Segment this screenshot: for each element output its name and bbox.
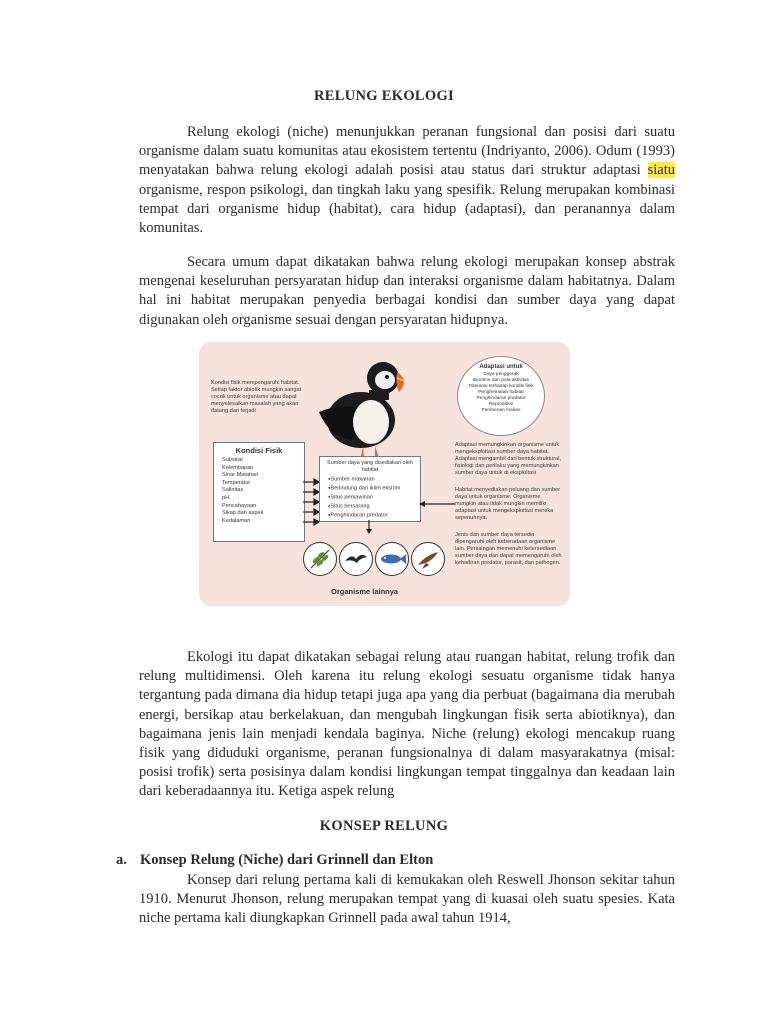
kondisi-item: pH xyxy=(222,494,230,501)
sumber-daya-list xyxy=(320,475,420,519)
sumber-item: ● Berlindung dari iklim ekstrim xyxy=(328,484,420,493)
kondisi-fisik-box xyxy=(213,442,305,542)
figure-note-habitat: Habitat menyediakan peluang dan sumber daya untuk organisme. Organisme mungkin atau tidak mungkin memiliki adaptasi untuk mengeksploitasi mereka sepenuhnya. xyxy=(455,487,561,521)
document-title: RELUNG EKOLOGI xyxy=(314,88,454,104)
paragraph-intro-text-1: Relung ekologi (niche) menunjukkan peranan fungsional dan posisi dari suatu organisme dalam suatu komunitas atau ekosistem tertentu (Indriyanto, 2006). Odum (1993) menyatakan bahwa relung ekologi adalah posisi atau status dari struktur adaptasi xyxy=(139,124,675,179)
kondisi-item: Pencahayaan xyxy=(222,502,257,509)
paragraph-habitat: Secara umum dapat dikatakan bahwa relung ekologi merupakan konsep abstrak mengenai keseluruhan persyaratan hidup dan interaksi organisme dalam habitatnya. Dalam hal ini habitat merupakan penyedia berbagai kondisi dan sumber daya yang dapat digunakan oleh organisme sesuai dengan persyaratan hidupnya. xyxy=(139,254,675,328)
adaptasi-list xyxy=(458,372,544,414)
kondisi-item: Salinitas xyxy=(222,487,244,494)
highlighted-word: siatu xyxy=(647,162,675,179)
fish-icon xyxy=(376,543,408,575)
adaptasi-item: Bioritme dan pola aktivitas xyxy=(473,378,529,383)
sumber-item: ● Situs perkawinan xyxy=(328,493,420,502)
sumber-item: ● Penghindaran predator xyxy=(328,511,420,520)
kondisi-fisik-list xyxy=(214,457,304,525)
paragraph-intro-text-2: organisme, respon psikologi, dan tingkah laku yang spesifik. Relung merupakan kombinasi tempat dari organisme hidup (habitat), cara hidup (adaptasi), dan peranannya dalam komunitas. xyxy=(139,181,675,237)
sumber-item: ● Sumber makanan xyxy=(328,475,420,484)
hawk-icon xyxy=(412,543,444,575)
kondisi-item: Kedalaman xyxy=(222,517,251,524)
arrows-icon xyxy=(303,478,319,528)
kondisi-item: Sikap dan aspek xyxy=(222,510,264,517)
adaptasi-item: Penghematan habitat xyxy=(478,390,524,395)
puffin-bird-icon xyxy=(311,350,411,472)
subsection-title: Konsep Relung (Niche) dari Grinnell dan Elton xyxy=(140,852,434,868)
kondisi-item: Sinar Matahari xyxy=(222,472,259,479)
paragraph-intro xyxy=(139,123,675,238)
fish-circle xyxy=(375,542,409,576)
adaptasi-item: Daya penggerak xyxy=(483,372,519,377)
sumber-item: ● Situs bersarang xyxy=(328,502,420,511)
bird-circle xyxy=(339,542,373,576)
adaptasi-item: Reproduksi xyxy=(488,402,514,407)
paragraph-concept: Konsep dari relung pertama kali di kemukakan oleh Reswell Jhonson sekitar tahun 1910. Menurut Jhonson, relung merupakan tempat yang di kuasai oleh suatu spesies. Kata niche pertama kali diungkapkan Grinnell pada awal tahun 1914, xyxy=(139,872,675,927)
sumber-daya-title: Sumber daya yang disediakan oleh habitat xyxy=(327,460,413,473)
kondisi-item: Kelembapan xyxy=(222,464,254,471)
arrow-left-icon xyxy=(419,500,455,508)
adaptasi-item: Penghindaran predator xyxy=(476,396,526,401)
kondisi-item: Substrat xyxy=(222,457,243,463)
plant-icon xyxy=(304,543,336,575)
paragraph-niche: Ekologi itu dapat dikatakan sebagai relung atau ruangan habitat, relung trofik dan relung multidimensi. Oleh karena itu relung ekologi sesuatu organisme tidak hanya tergantung pada dimana dia hidup tetapi juga apa yang dia perbuat (bagaimana dia merubah energi, bersikap atau berkelakuan, dan mengubah lingkungan fisik serta abiotiknya), dan bagaimana jenis lain menjadi kendala baginya. Niche (relung) ekologi mencakup ruang fisik yang diduduki organisme, peranan fungsionalnya di dalam masyarakatnya (misal: posisi trofik) serta posisinya dalam kondisi lingkungan tempat tinggalnya dan keadaan lain dari keberadaannya itu. Ketiga aspek relung xyxy=(139,649,675,800)
figure-note-adaptation: Adaptasi memungkinkan organisme untuk mengeksploitasi sumber daya habitat. Adaptasi mengambil dari bentuk struktural, fisiologi dan perilaku yang memungkinkan sumber daya untuk di eksploitasi xyxy=(455,442,562,476)
figure-note-physical: Kondisi fisik mempengaruhi habitat. Setiap faktor abiotik mungkin sangat cocok untuk organisme atau dapat menyelesaikan masalah yang akan datang dan terjadi xyxy=(211,380,302,414)
section-title: KONSEP RELUNG xyxy=(319,818,449,834)
hawk-circle xyxy=(411,542,445,576)
arrow-down-icon xyxy=(365,520,373,534)
plant-circle xyxy=(303,542,337,576)
sumber-daya-box xyxy=(319,456,421,522)
bird-icon xyxy=(340,543,372,575)
adaptasi-title: Adaptasi untuk xyxy=(479,364,523,370)
kondisi-item: Temperatur xyxy=(222,479,251,486)
subsection-heading xyxy=(116,852,676,869)
ecological-niche-figure xyxy=(199,342,570,606)
adaptasi-item: Toleransi terhadap kondisi fisik xyxy=(468,384,534,389)
subsection-number: a. xyxy=(116,852,127,868)
kondisi-fisik-title: Kondisi Fisik xyxy=(235,446,283,455)
organisme-lainnya-label: Organisme lainnya xyxy=(331,587,399,596)
figure-note-other-organisms: Jenis dan sumber daya tersedia dipengaruhi oleh keberadaan organisme lain. Persaingan memenuhi ketersediaan sumber daya dan dapat memengaruhi oleh kehadiran predator, parasit, dan pathogen. xyxy=(455,532,562,566)
adaptasi-circle xyxy=(457,356,545,436)
adaptasi-item: Pemberian makan xyxy=(481,408,521,413)
